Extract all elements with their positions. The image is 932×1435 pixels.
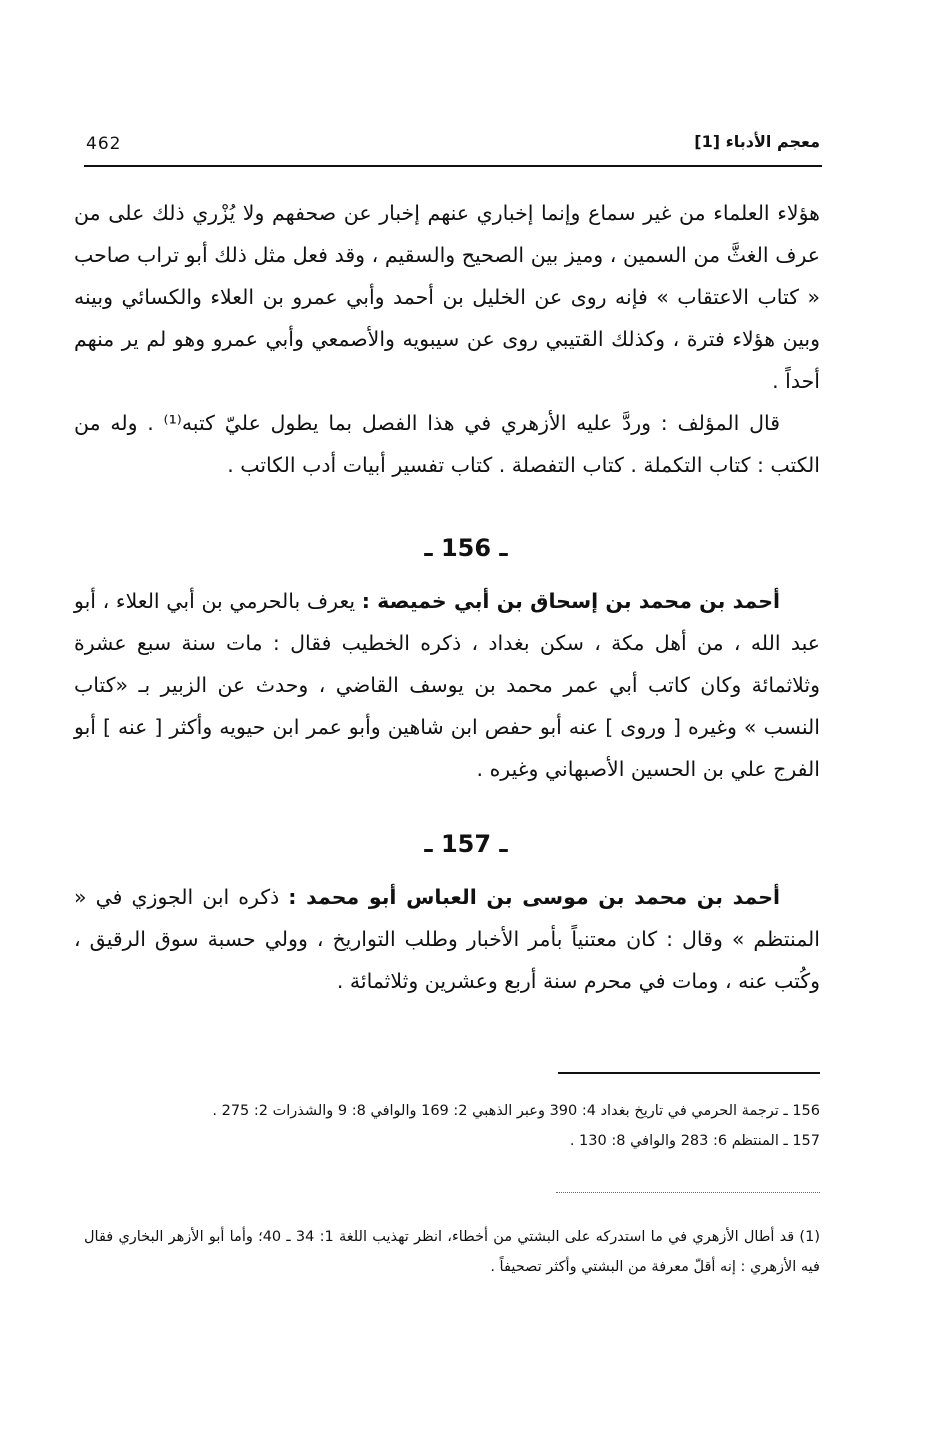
- footnote-1: (1) قد أطال الأزهري في ما استدركه على البشتي من أخطاء، انظر تهذيب اللغة 1: 34 ـ 40؛ وأما أبو الأزهر البخاري فقال فيه الأزهري : إنه أقلّ معرفة من البشتي وأكثر تصحيفاً .: [84, 1229, 820, 1275]
- author-paragraph: قال المؤلف : وردَّ عليه الأزهري في هذا الفصل بما يطول عليّ كتبه⁽¹⁾ . وله من الكتب : كتاب التكملة . كتاب التفصلة . كتاب تفسير أبيات أدب الكاتب .: [74, 411, 820, 477]
- entry-156-body: يعرف بالحرمي بن أبي العلاء ، أبو عبد الله ، من أهل مكة ، سكن بغداد ، ذكره الخطيب فقال : مات سنة سبع عشرة وثلاثمائة وكان كاتب أبي عمر محمد بن يوسف القاضي ، وحدث عن الزبير بـ «كتاب النسب » وغيره [ وروى ] عنه أبو حفص ابن شاهين وأبو عمر ابن حيويه وأكثر [ عنه ] أبو الفرج علي بن الحسين الأصبهاني وغيره .: [74, 589, 820, 781]
- sources-rule: [558, 1072, 820, 1074]
- entry-156-name: أحمد بن محمد بن إسحاق بن أبي خميصة :: [361, 589, 780, 613]
- page-number: 462: [86, 134, 122, 154]
- entry-157-text: [74, 876, 820, 1002]
- source-157: 157 ـ المنتظم 6: 283 والوافي 8: 130 .: [569, 1133, 820, 1149]
- intro-paragraph: هؤلاء العلماء من غير سماع وإنما إخباري عنهم إخبار عن صحفهم ولا يُزْري ذلك على من عرف الغثَّ من السمين ، وميز بين الصحيح والسقيم ، وقد فعل مثل ذلك أبو تراب صاحب « كتاب الاعتقاب » فإنه روى عن الخليل بن أحمد وأبي عمرو بن العلاء والكسائي وبينه وبين هؤلاء فترة ، وكذلك القتيبي روى عن سيبويه والأصمعي وأبي عمرو وهو لم ير منهم أحداً .: [74, 201, 820, 393]
- header-rule: [84, 165, 822, 167]
- entry-156-text: [74, 580, 820, 790]
- entry-157-body: ذكره ابن الجوزي في « المنتظم » وقال : كان معتنياً بأمر الأخبار وطلب التواريخ ، وولي حسبة سوق الرقيق ، وكُتب عنه ، ومات في محرم سنة أربع وعشرين وثلاثمائة .: [74, 885, 820, 993]
- entry-number-156: ـ 156 ـ: [424, 534, 508, 562]
- entry-157-name: أحمد بن محمد بن موسى بن العباس أبو محمد :: [288, 885, 780, 909]
- source-156: 156 ـ ترجمة الحرمي في تاريخ بغداد 4: 390 وعبر الذهبي 2: 169 والوافي 8: 9 والشذرات 2: 275 .: [212, 1103, 820, 1119]
- entry-number-157: ـ 157 ـ: [424, 830, 508, 858]
- running-title: معجم الأدباء [1]: [694, 132, 820, 151]
- page-header: [82, 128, 820, 162]
- footnote-divider: [556, 1192, 820, 1193]
